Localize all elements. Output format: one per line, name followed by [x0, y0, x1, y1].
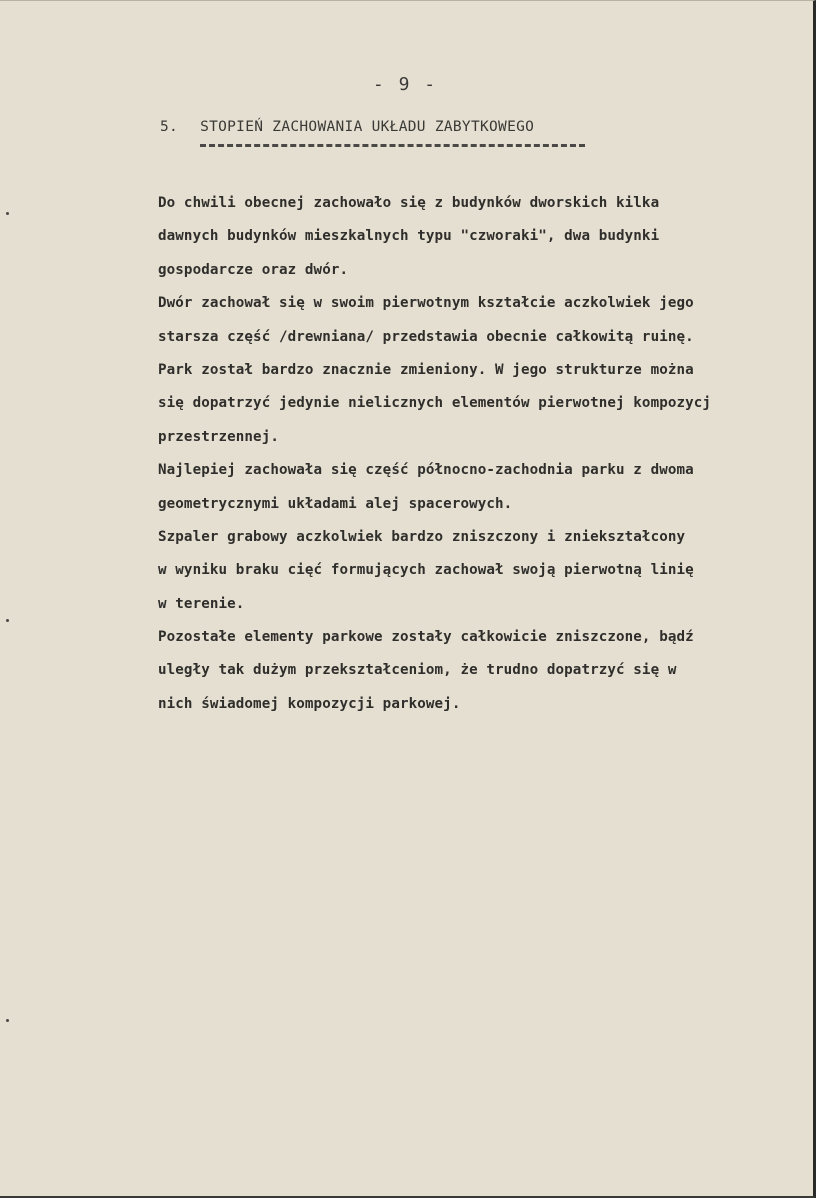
punch-mark	[6, 1019, 9, 1022]
text-line: Pozostałe elementy parkowe zostały całkowicie zniszczone, bądź	[158, 629, 694, 646]
text-line: starsza część /drewniana/ przedstawia obecnie całkowitą ruinę.	[158, 328, 694, 345]
text-line: w terenie.	[158, 595, 245, 612]
section-heading	[160, 119, 534, 135]
text-line: się dopatrzyć jedynie nielicznych elementów pierwotnej kompozycj	[158, 395, 712, 412]
text-line: w wyniku braku cięć formujących zachował swoją pierwotną linię	[158, 562, 694, 579]
text-line: Szpaler grabowy aczkolwiek bardzo zniszczony i zniekształcony	[158, 528, 686, 545]
punch-mark	[6, 212, 9, 215]
body-text	[158, 187, 814, 721]
punch-mark	[6, 619, 9, 622]
section-title: STOPIEŃ ZACHOWANIA UKŁADU ZABYTKOWEGO	[200, 119, 535, 135]
text-line: Dwór zachował się w swoim pierwotnym kształcie aczkolwiek jego	[158, 295, 694, 312]
text-line: przestrzennej.	[158, 428, 279, 445]
page-number: - 9 -	[372, 74, 438, 95]
text-line: Do chwili obecnej zachowało się z budynków dworskich kilka	[158, 195, 660, 211]
text-line: Park został bardzo znacznie zmieniony. W jego strukturze można	[158, 361, 694, 378]
text-line: gospodarcze oraz dwór.	[158, 261, 349, 278]
section-number: 5.	[160, 119, 179, 135]
text-line: nich świadomej kompozycji parkowej.	[158, 695, 461, 712]
text-line: uległy tak dużym przekształceniom, że trudno dopatrzyć się w	[158, 662, 677, 679]
heading-underline	[200, 144, 585, 147]
text-line: geometrycznymi układami alej spacerowych.	[158, 495, 513, 512]
text-line: dawnych budynków mieszkalnych typu "czworaki", dwa budynki	[158, 228, 660, 245]
text-line: Najlepiej zachowała się część północno-zachodnia parku z dwoma	[158, 462, 694, 479]
